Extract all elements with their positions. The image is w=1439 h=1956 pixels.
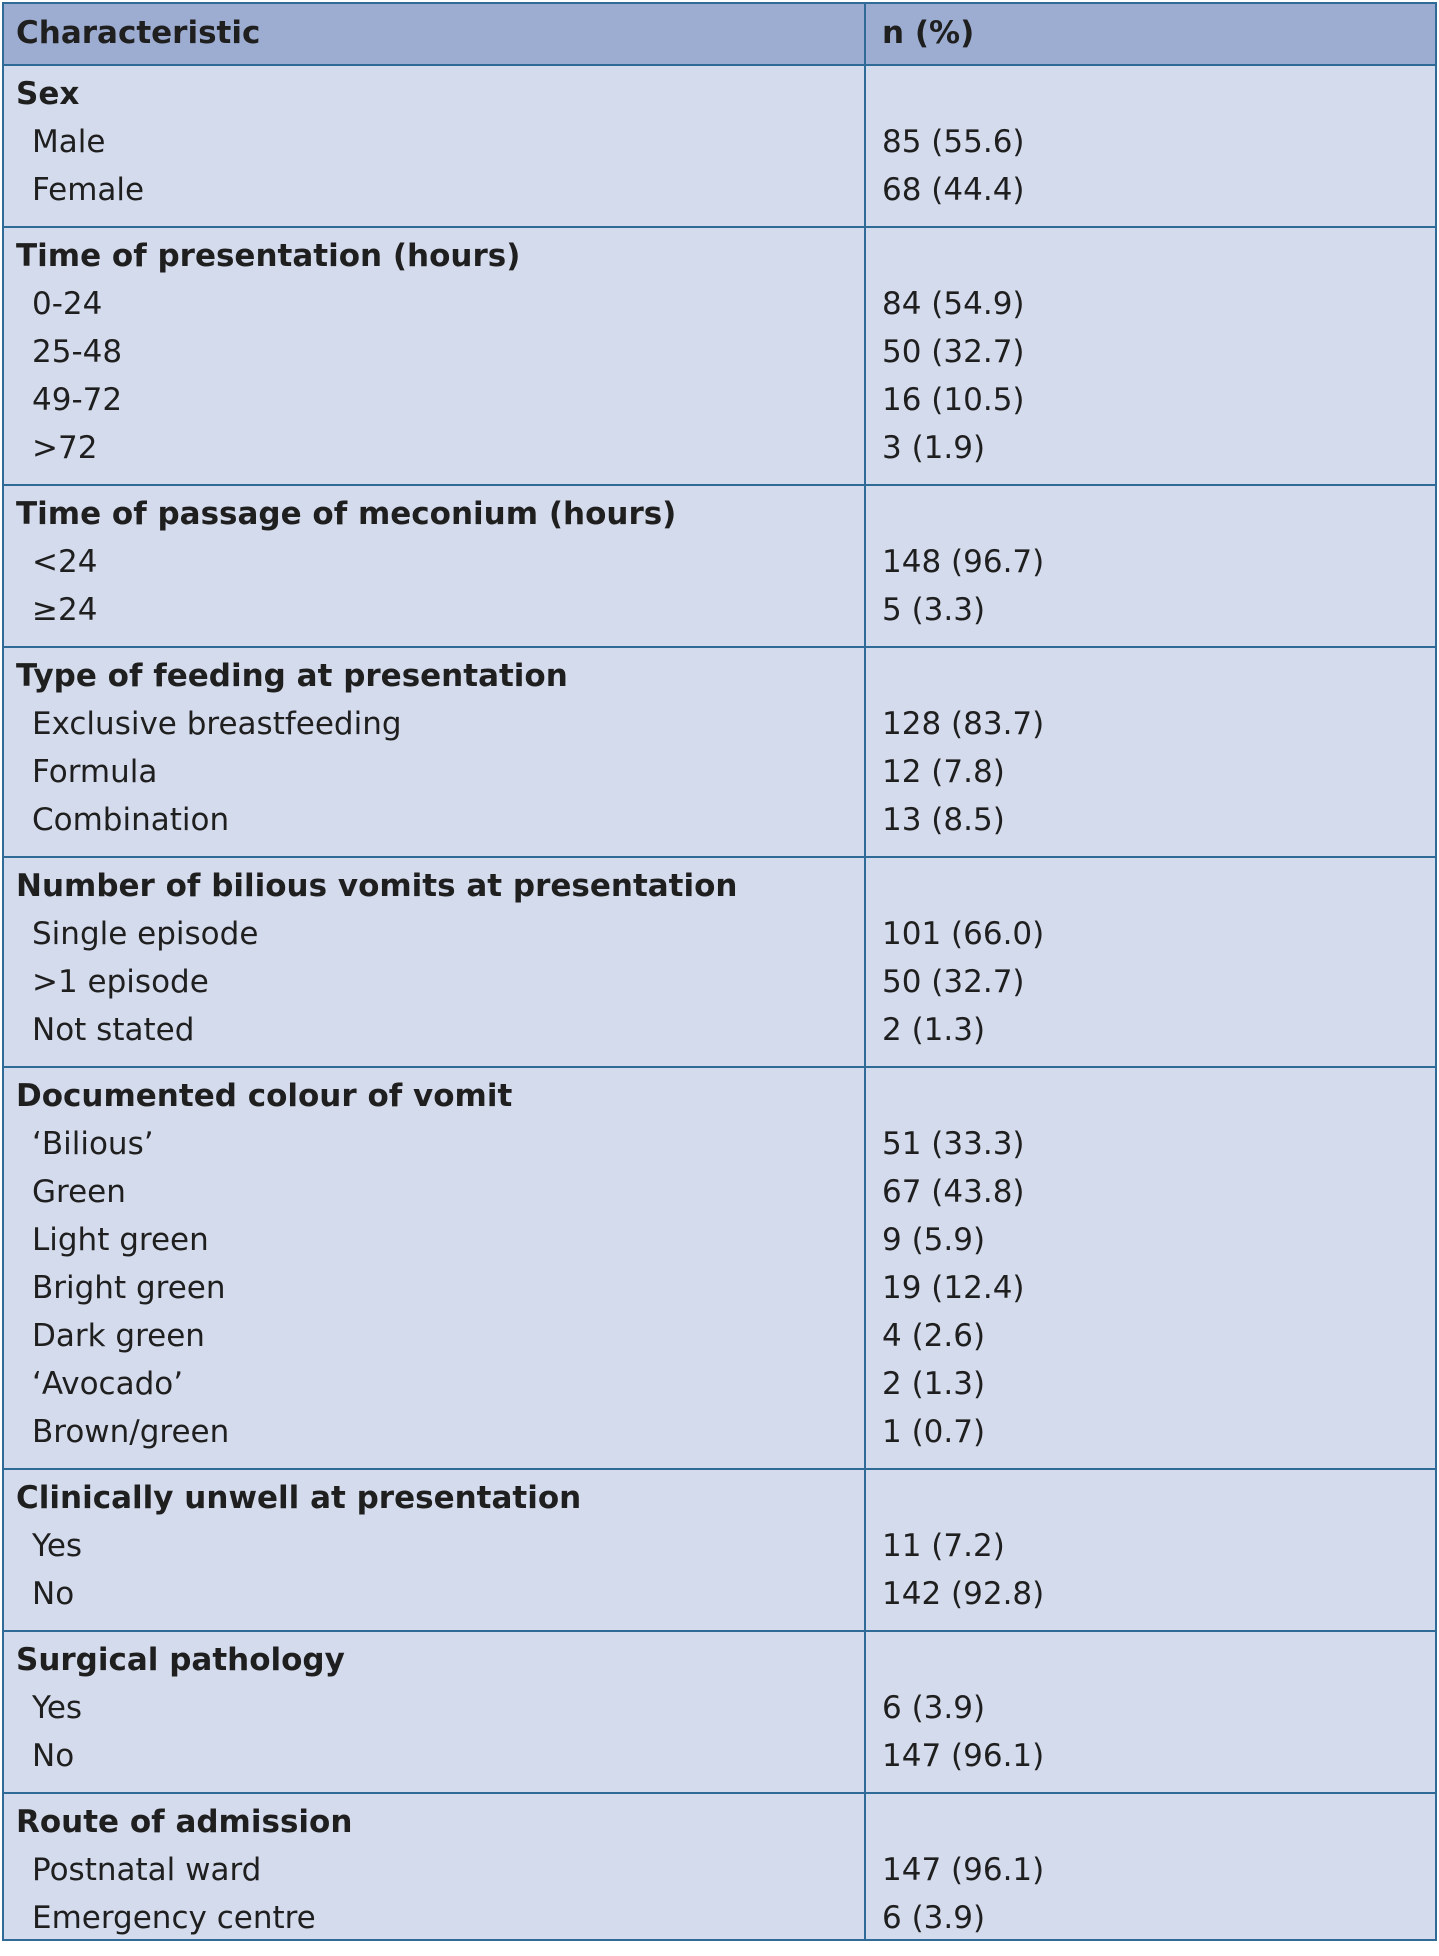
row-value: 5 (3.3) <box>882 592 986 628</box>
row-value: 3 (1.9) <box>882 430 986 466</box>
table-row <box>4 1120 1435 1168</box>
row-label: ≥24 <box>32 592 98 628</box>
row-value: 12 (7.8) <box>882 754 1005 790</box>
section-title: Documented colour of vomit <box>16 1078 513 1114</box>
row-label: >1 episode <box>32 964 209 1000</box>
row-label: No <box>32 1576 75 1612</box>
row-value: 11 (7.2) <box>882 1528 1005 1564</box>
row-value: 6 (3.9) <box>882 1690 986 1726</box>
row-label: <24 <box>32 544 98 580</box>
table-row <box>4 1846 1435 1894</box>
section-title-row <box>4 490 1435 538</box>
table-row <box>4 118 1435 166</box>
characteristics-table <box>2 2 1437 1941</box>
row-label: Exclusive breastfeeding <box>32 706 402 742</box>
table-row <box>4 1894 1435 1942</box>
row-label: Green <box>32 1174 126 1210</box>
row-value: 128 (83.7) <box>882 706 1045 742</box>
section-title-row <box>4 1474 1435 1522</box>
table-row <box>4 1522 1435 1570</box>
table-row <box>4 748 1435 796</box>
section-title-row <box>4 1636 1435 1684</box>
row-label: Combination <box>32 802 230 838</box>
table-row <box>4 1570 1435 1618</box>
header-n-percent: n (%) <box>882 15 975 51</box>
section-title: Number of bilious vomits at presentation <box>16 868 738 904</box>
table-row <box>4 280 1435 328</box>
table-section <box>4 486 1435 648</box>
row-value: 67 (43.8) <box>882 1174 1025 1210</box>
row-label: No <box>32 1738 75 1774</box>
table-section <box>4 66 1435 228</box>
table-section <box>4 228 1435 486</box>
row-value: 147 (96.1) <box>882 1852 1045 1888</box>
row-value: 4 (2.6) <box>882 1318 986 1354</box>
row-label: Brown/green <box>32 1414 230 1450</box>
table-row <box>4 796 1435 844</box>
row-value: 68 (44.4) <box>882 172 1025 208</box>
section-title-row <box>4 652 1435 700</box>
row-label: Yes <box>32 1528 83 1564</box>
row-label: ‘Avocado’ <box>32 1366 184 1402</box>
table-row <box>4 1006 1435 1054</box>
row-value: 2 (1.3) <box>882 1012 986 1048</box>
row-label: Female <box>32 172 145 208</box>
table-row <box>4 1168 1435 1216</box>
row-label: 0-24 <box>32 286 103 322</box>
row-value: 148 (96.7) <box>882 544 1045 580</box>
table-row <box>4 1216 1435 1264</box>
row-value: 84 (54.9) <box>882 286 1025 322</box>
row-label: 49-72 <box>32 382 123 418</box>
section-title: Time of passage of meconium (hours) <box>16 496 677 532</box>
section-title: Surgical pathology <box>16 1642 345 1678</box>
row-label: 25-48 <box>32 334 123 370</box>
table-section <box>4 1632 1435 1794</box>
section-title-row <box>4 862 1435 910</box>
row-value: 2 (1.3) <box>882 1366 986 1402</box>
row-value: 19 (12.4) <box>882 1270 1025 1306</box>
row-value: 9 (5.9) <box>882 1222 986 1258</box>
row-label: Bright green <box>32 1270 226 1306</box>
table-section <box>4 1470 1435 1632</box>
table-section <box>4 1794 1435 1956</box>
header-characteristic: Characteristic <box>16 15 261 51</box>
table-row <box>4 1684 1435 1732</box>
table-row <box>4 1408 1435 1456</box>
section-title-row <box>4 232 1435 280</box>
column-divider <box>864 4 866 1939</box>
row-label: Emergency centre <box>32 1900 316 1936</box>
row-value: 13 (8.5) <box>882 802 1005 838</box>
section-title-row <box>4 1072 1435 1120</box>
table-row <box>4 376 1435 424</box>
row-value: 101 (66.0) <box>882 916 1045 952</box>
section-title: Type of feeding at presentation <box>16 658 568 694</box>
table-section <box>4 1068 1435 1470</box>
section-title-row <box>4 70 1435 118</box>
row-value: 147 (96.1) <box>882 1738 1045 1774</box>
section-title: Clinically unwell at presentation <box>16 1480 582 1516</box>
table-row <box>4 1264 1435 1312</box>
row-value: 142 (92.8) <box>882 1576 1045 1612</box>
row-label: Dark green <box>32 1318 205 1354</box>
table-row <box>4 166 1435 214</box>
table-row <box>4 1312 1435 1360</box>
section-title: Route of admission <box>16 1804 353 1840</box>
row-value: 1 (0.7) <box>882 1414 986 1450</box>
row-value: 50 (32.7) <box>882 964 1025 1000</box>
row-label: Light green <box>32 1222 209 1258</box>
table-section <box>4 858 1435 1068</box>
table-row <box>4 586 1435 634</box>
row-value: 16 (10.5) <box>882 382 1025 418</box>
row-value: 6 (3.9) <box>882 1900 986 1936</box>
row-label: ‘Bilious’ <box>32 1126 154 1162</box>
row-value: 50 (32.7) <box>882 334 1025 370</box>
section-title: Sex <box>16 76 80 112</box>
row-value: 85 (55.6) <box>882 124 1025 160</box>
row-label: Postnatal ward <box>32 1852 262 1888</box>
row-label: Not stated <box>32 1012 195 1048</box>
row-label: Male <box>32 124 106 160</box>
table-section <box>4 648 1435 858</box>
section-title: Time of presentation (hours) <box>16 238 521 274</box>
table-row <box>4 700 1435 748</box>
section-title-row <box>4 1798 1435 1846</box>
table-row <box>4 1360 1435 1408</box>
table-row <box>4 1732 1435 1780</box>
table-row <box>4 424 1435 472</box>
row-label: Formula <box>32 754 158 790</box>
table-row <box>4 538 1435 586</box>
table-row <box>4 328 1435 376</box>
row-label: Single episode <box>32 916 259 952</box>
row-value: 51 (33.3) <box>882 1126 1025 1162</box>
row-label: Yes <box>32 1690 83 1726</box>
table-row <box>4 910 1435 958</box>
table-row <box>4 958 1435 1006</box>
row-label: >72 <box>32 430 98 466</box>
table-header <box>4 4 1435 66</box>
